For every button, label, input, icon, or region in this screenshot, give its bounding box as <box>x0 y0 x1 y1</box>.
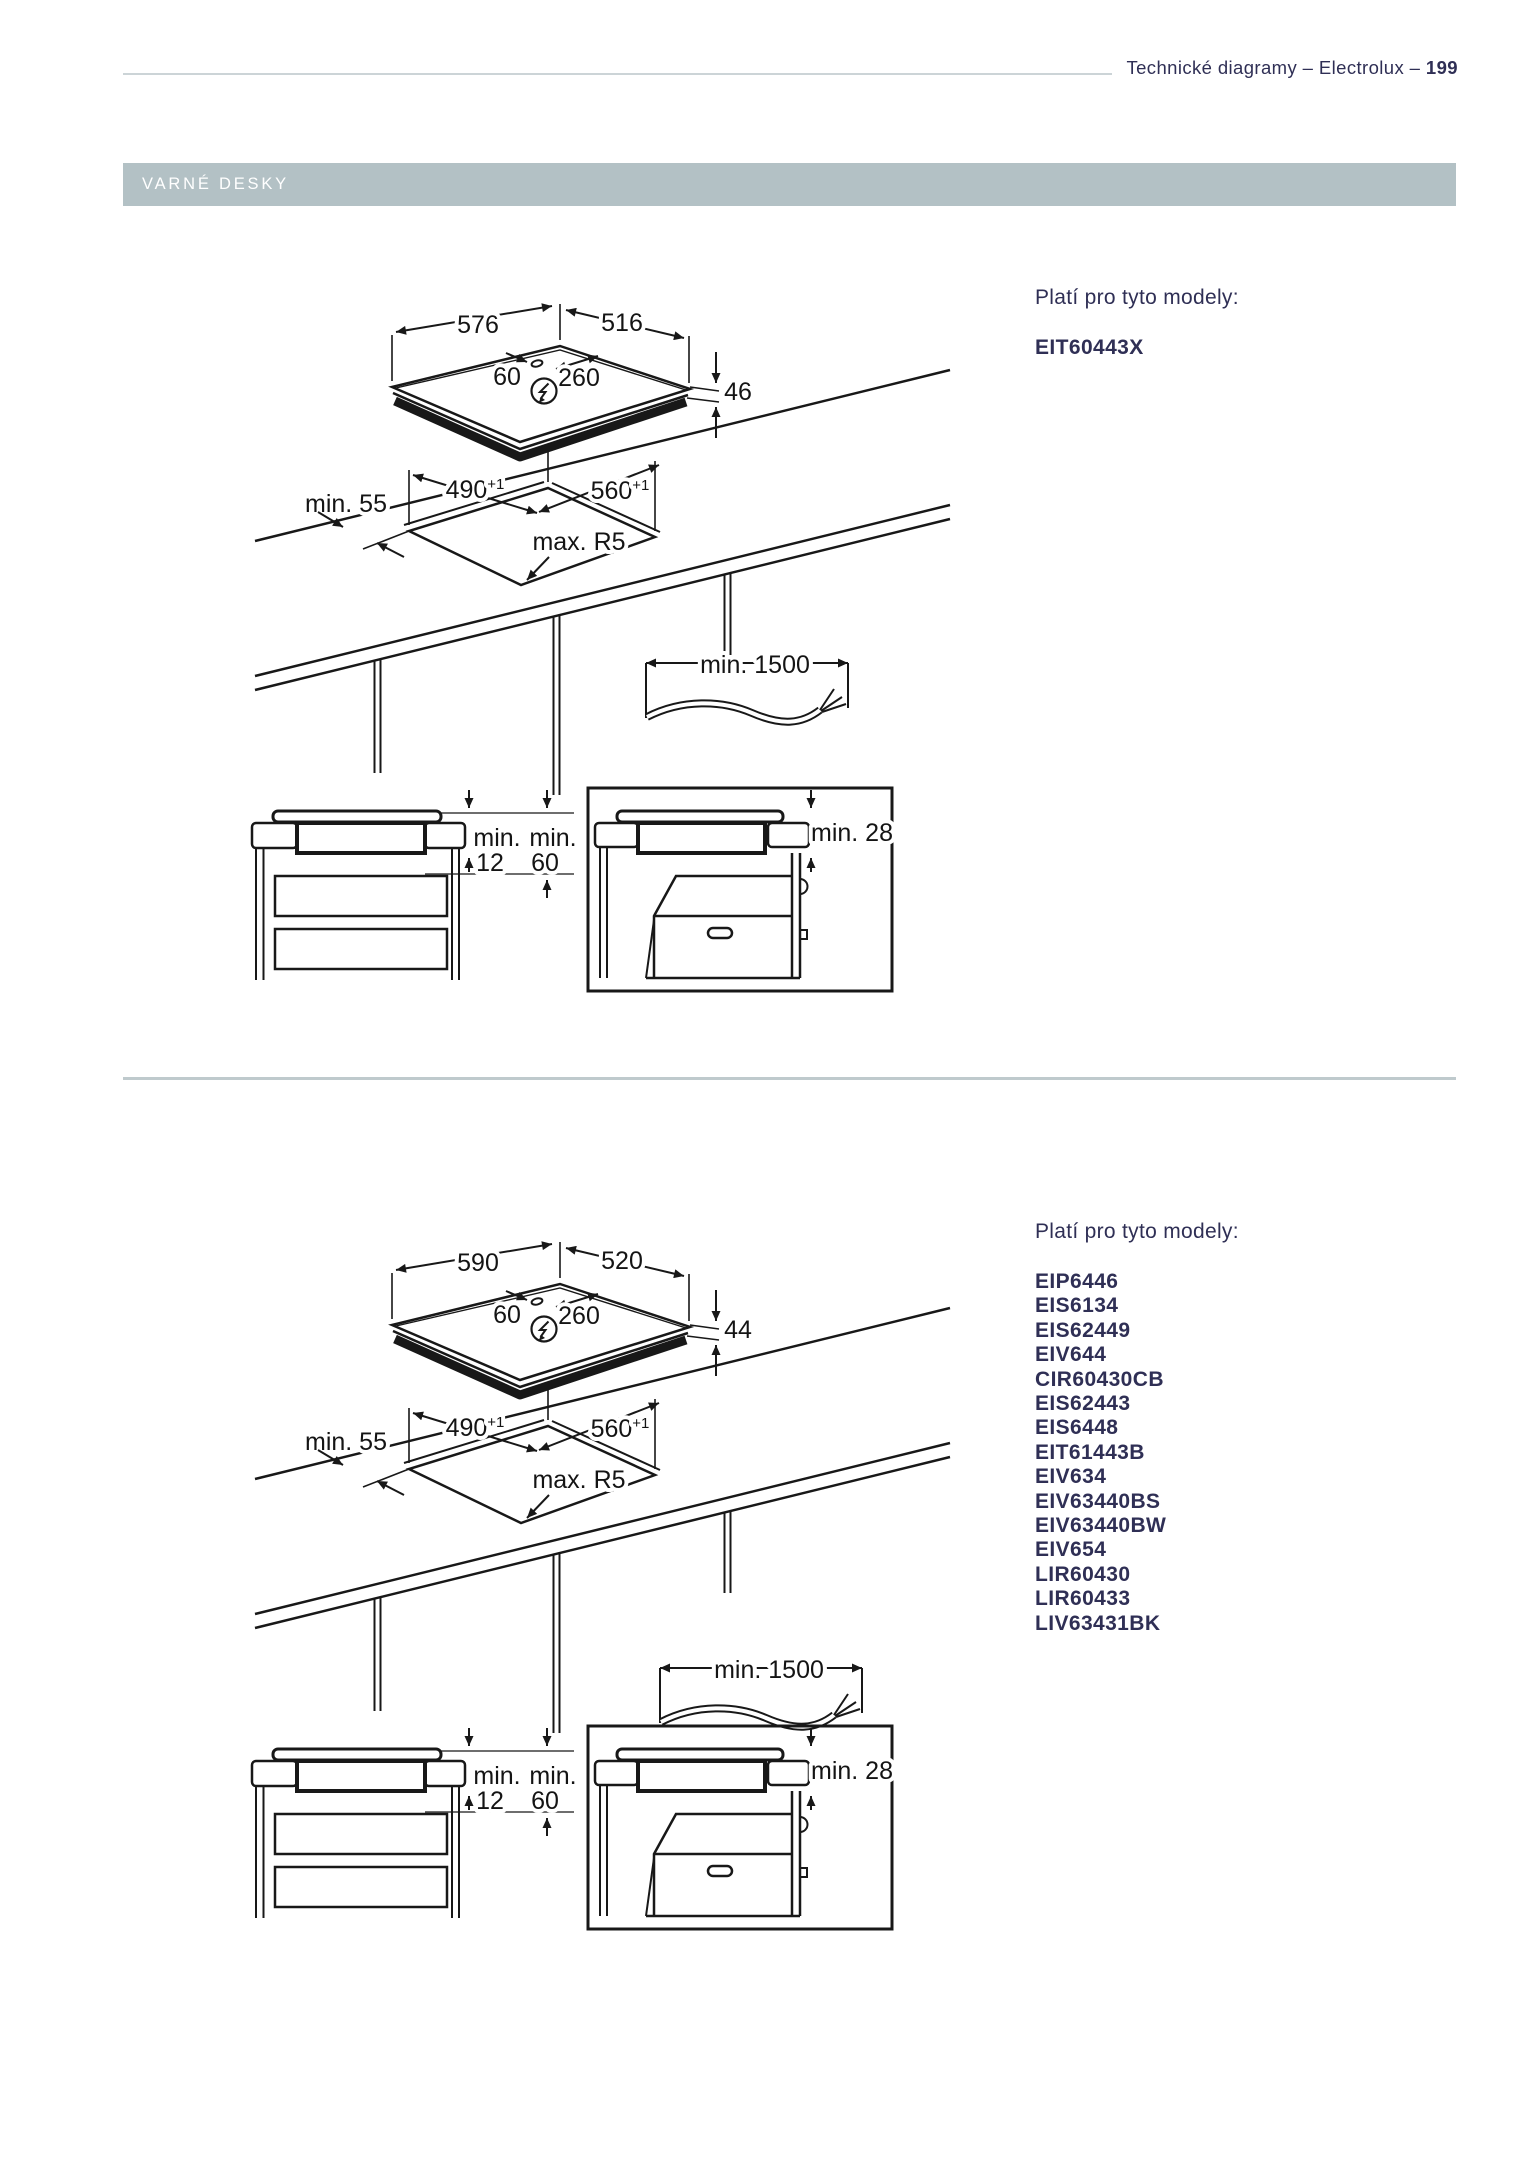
dim-connection-left: 60 <box>493 1301 521 1329</box>
model-item: EIP6446 <box>1035 1270 1119 1293</box>
dim-cable-length: min. 1500 <box>714 1656 824 1684</box>
category-banner-label: VARNÉ DESKY <box>142 175 289 193</box>
model-item: EIV63440BW <box>1035 1514 1167 1538</box>
dim-front-edge: min. 55 <box>305 1428 387 1456</box>
dim-clearance-below: 60 <box>531 849 559 877</box>
dim-front-edge: min. 55 <box>305 490 387 518</box>
cabinet-clearance-view <box>252 1728 577 1918</box>
dim-min-label-1: min. <box>473 824 521 852</box>
dim-oven-clearance: min. 28 <box>811 1757 893 1785</box>
lightning-icon <box>532 379 557 404</box>
dim-clearance-insert: 12 <box>476 1787 504 1815</box>
isometric-hob-view <box>392 304 752 457</box>
oven-clearance-view <box>588 1726 893 1929</box>
dim-connection-right: 260 <box>558 364 600 392</box>
dim-min-label-2: min. <box>529 1762 577 1790</box>
model-item: LIR60430 <box>1035 1562 1131 1586</box>
dim-min-label-1: min. <box>473 1762 521 1790</box>
model-item: LIR60433 <box>1035 1587 1131 1611</box>
installation-diagram-2 <box>120 1218 970 1938</box>
power-cable-view <box>646 651 848 722</box>
dim-cutout-width: $490^{+1}$ <box>445 1414 505 1442</box>
dim-connection-right: 260 <box>558 1302 600 1330</box>
worktop-cutout-view <box>305 452 660 585</box>
dim-corner-radius: max. R5 <box>532 1466 626 1494</box>
model-item: EIS6134 <box>1035 1294 1119 1318</box>
model-item: EIV654 <box>1035 1538 1107 1562</box>
header-rule <box>123 73 1112 75</box>
model-item: EIT60443X <box>1035 336 1144 359</box>
page-number: 199 <box>1425 57 1458 78</box>
isometric-hob-view <box>392 1242 752 1395</box>
lightning-icon <box>532 1317 557 1342</box>
dim-top-depth: 520 <box>601 1247 643 1275</box>
power-cable-view <box>660 1656 862 1727</box>
model-item: EIS62449 <box>1035 1318 1131 1342</box>
dim-corner-radius: max. R5 <box>532 528 626 556</box>
section-1-models-column <box>1035 286 1365 360</box>
dim-top-depth: 516 <box>601 309 643 337</box>
model-item: CIR60430CB <box>1035 1367 1164 1391</box>
model-list <box>1035 1270 1365 1636</box>
cabinet-clearance-view <box>252 790 577 980</box>
dim-top-width: 590 <box>457 1249 499 1277</box>
model-item: EIS6448 <box>1035 1416 1119 1440</box>
dim-cutout-depth: $560^{+1}$ <box>590 477 650 505</box>
dim-clearance-insert: 12 <box>476 849 504 877</box>
model-item: EIV634 <box>1035 1465 1107 1489</box>
model-list <box>1035 336 1365 360</box>
section-divider <box>123 1077 1456 1080</box>
page-header <box>123 55 1458 79</box>
category-banner <box>123 163 1456 206</box>
dim-top-width: 576 <box>457 311 499 339</box>
dim-min-label-2: min. <box>529 824 577 852</box>
model-item: EIT61443B <box>1035 1440 1145 1464</box>
oven-clearance-view <box>588 788 893 991</box>
applies-label: Platí pro tyto modely: <box>1035 286 1239 309</box>
dim-body-height: 44 <box>724 1316 752 1344</box>
model-item: EIV644 <box>1035 1343 1107 1367</box>
dim-cutout-width: $490^{+1}$ <box>445 476 505 504</box>
dim-cutout-depth: $560^{+1}$ <box>590 1415 650 1443</box>
dim-cable-length: min. 1500 <box>700 651 810 679</box>
applies-label: Platí pro tyto modely: <box>1035 1220 1239 1243</box>
model-item: EIV63440BS <box>1035 1489 1161 1513</box>
dim-connection-left: 60 <box>493 363 521 391</box>
page-title-text: Technické diagramy – Electrolux – <box>1126 57 1421 78</box>
section-2-models-column <box>1035 1220 1365 1636</box>
model-item: LIV63431BK <box>1035 1611 1161 1635</box>
dim-oven-clearance: min. 28 <box>811 819 893 847</box>
dim-body-height: 46 <box>724 378 752 406</box>
page-title <box>1126 57 1458 79</box>
dim-clearance-below: 60 <box>531 1787 559 1815</box>
installation-diagram-1 <box>120 280 970 1000</box>
model-item: EIS62443 <box>1035 1392 1131 1416</box>
worktop-cutout-view <box>305 1390 660 1523</box>
